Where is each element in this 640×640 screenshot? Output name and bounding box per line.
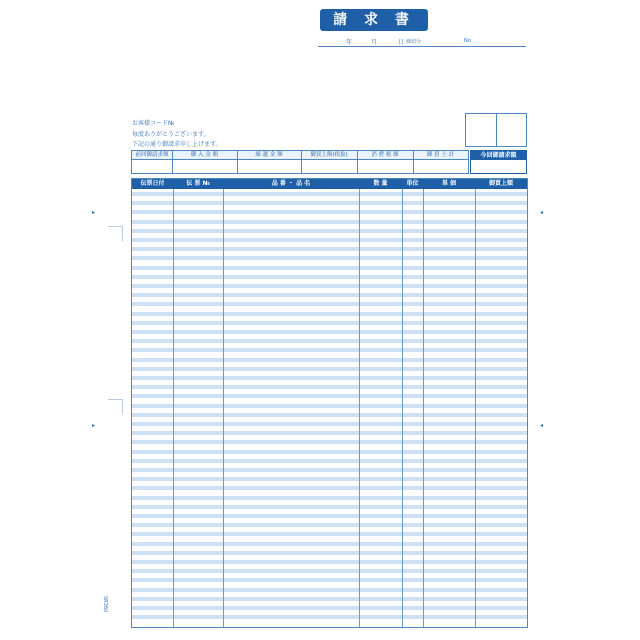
table-row (132, 266, 527, 270)
table-row (132, 210, 527, 214)
col-unit: 単位 (406, 180, 419, 187)
table-row (132, 606, 527, 610)
fold-mark (108, 399, 123, 414)
greeting-line-1: 毎度ありがとうございます。 (132, 131, 210, 138)
right-arrow-icon: ◂ (540, 209, 544, 216)
table-row (132, 542, 527, 546)
table-row (132, 422, 527, 426)
summary-label-total: 御 買 上 計 (426, 152, 455, 158)
greeting-line-2: 下記の通り御請求申し上げます。 (132, 141, 222, 148)
stamp-box (465, 113, 527, 147)
table-row (132, 615, 527, 619)
table-row (132, 192, 527, 196)
column-divider (475, 189, 476, 627)
table-row (132, 505, 527, 509)
detail-table-header (132, 179, 527, 189)
form-code: SR360 (102, 596, 108, 613)
table-row (132, 597, 527, 601)
summary-label-payment: 御 入 金 額 (190, 152, 219, 158)
col-quantity: 数 量 (373, 180, 388, 187)
column-divider (223, 189, 224, 627)
table-row (132, 440, 527, 444)
table-row (132, 560, 527, 564)
table-row (132, 404, 527, 408)
table-row (132, 330, 527, 334)
table-row (132, 247, 527, 251)
table-row (132, 321, 527, 325)
table-row (132, 284, 527, 288)
table-row (132, 431, 527, 435)
table-row (132, 339, 527, 343)
date-month-label: 月 (371, 39, 378, 46)
table-row (132, 302, 527, 306)
table-row (132, 477, 527, 481)
column-divider (423, 189, 424, 627)
table-row (132, 496, 527, 500)
current-invoice-label: 今回御請求額 (471, 151, 526, 160)
table-row (132, 413, 527, 417)
summary-label-tax: 消 費 税 額 (371, 152, 399, 158)
current-invoice-box (470, 150, 527, 174)
table-row (132, 394, 527, 398)
table-row (132, 486, 527, 490)
table-row (132, 385, 527, 389)
column-divider (359, 189, 360, 627)
table-row (132, 367, 527, 371)
table-row (132, 376, 527, 380)
table-row (132, 523, 527, 527)
invoice-number-label: No (464, 38, 471, 44)
table-row (132, 588, 527, 592)
table-row (132, 229, 527, 233)
cutoff-label: 締切分 (406, 39, 422, 45)
table-row (132, 569, 527, 573)
date-year-label: 年 (346, 39, 353, 46)
table-row (132, 201, 527, 205)
left-arrow-icon: ▸ (92, 209, 96, 216)
col-slip-number: 伝 票 № (186, 180, 210, 187)
right-arrow-icon: ◂ (540, 422, 544, 429)
summary-label-carryover: 繰 越 金 額 (255, 152, 283, 158)
summary-table (131, 150, 469, 174)
col-slip-date: 伝票日付 (140, 180, 165, 187)
table-row (132, 348, 527, 352)
table-row (132, 551, 527, 555)
table-row (132, 468, 527, 472)
summary-label-previous: 前回御請求額 (135, 152, 169, 158)
table-row (132, 450, 527, 454)
customer-code-label: お客様コード№ (132, 120, 175, 127)
document-title: 請 求 書 (320, 9, 428, 31)
table-row (132, 514, 527, 518)
table-row (132, 256, 527, 260)
summary-label-purchase: 御買上額(税抜) (310, 152, 348, 158)
date-day-label: 日 (398, 39, 405, 46)
table-row (132, 220, 527, 224)
table-row (132, 578, 527, 582)
col-item-name: 品 番 ・ 品 名 (271, 180, 311, 187)
left-arrow-icon: ▸ (92, 422, 96, 429)
column-divider (173, 189, 174, 627)
col-unit-price: 単 価 (441, 180, 457, 187)
table-row (132, 275, 527, 279)
table-row (132, 293, 527, 297)
column-divider (402, 189, 403, 627)
col-amount: 御買上額 (488, 180, 513, 187)
table-row (132, 238, 527, 242)
table-row (132, 312, 527, 316)
table-row (132, 459, 527, 463)
table-row (132, 532, 527, 536)
table-row (132, 358, 527, 362)
fold-mark (108, 226, 123, 241)
detail-table (131, 178, 528, 628)
